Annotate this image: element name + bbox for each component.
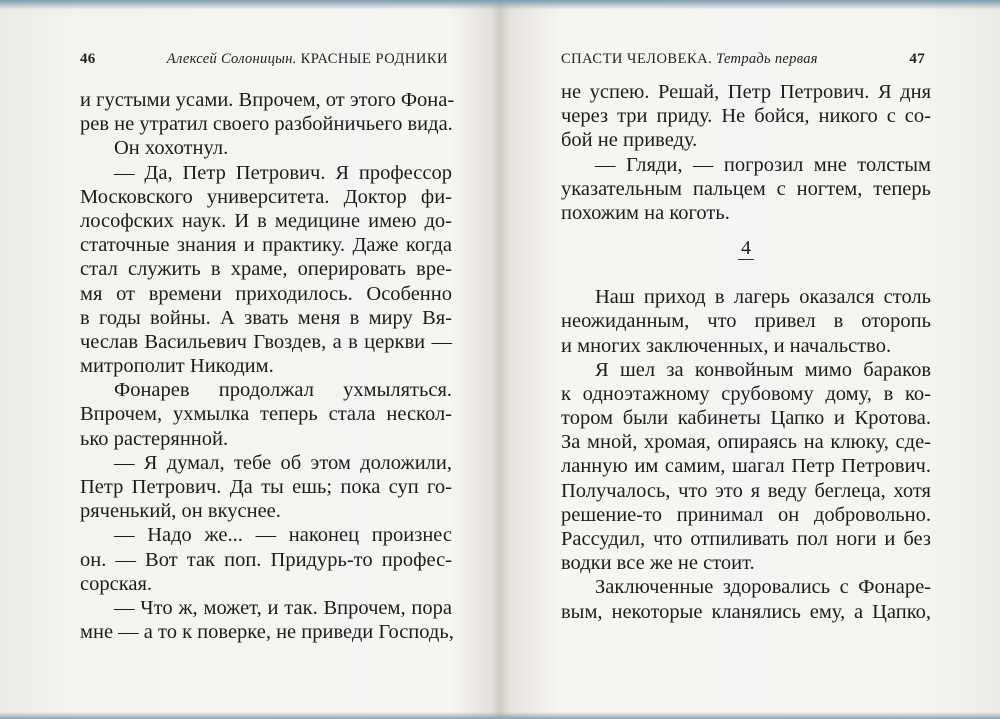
text-line: Получалось, что это я веду беглеца, хотя [561, 479, 931, 502]
text-line: и многих заключенных, и начальство. [561, 334, 892, 357]
text-line: указательным пальцем с ногтем, теперь [561, 177, 931, 200]
header-title-right [561, 44, 818, 74]
text-line: он. — Вот так поп. Придурь-то профес- [80, 548, 452, 571]
page-number-right: 47 [909, 51, 925, 67]
text-line: похожим на коготь. [561, 201, 730, 224]
text-line: Фонарев продолжал ухмыляться. [114, 379, 452, 402]
text-line: Заключенные здоровались с Фонаре- [595, 576, 931, 599]
text-line: сорская. [80, 572, 153, 595]
text-line: в годы войны. А звать меня в миру Вя- [80, 306, 452, 329]
text-line: бой не приведу. [561, 129, 698, 152]
text-line: мне — а то к поверке, не приведи Господь, [80, 621, 454, 644]
chapter-number: 4 [738, 237, 754, 260]
text-line: — Я думал, тебе об этом доложили, [114, 451, 452, 474]
text-line: — Надо же... — наконец произнес [114, 524, 452, 547]
page-number-left: 46 [80, 51, 96, 67]
text-line: решение-то принимал он добровольно. [561, 503, 931, 526]
text-line: митрополит Никодим. [80, 355, 274, 378]
text-line: Наш приход в лагерь оказался столь [595, 286, 931, 309]
text-line: через три приду. Не бойся, никого с со- [561, 105, 931, 128]
text-line: водки все же не стоит. [561, 552, 755, 575]
header-section-subtitle: Тетрадь первая [716, 51, 818, 67]
header-section-title: СПАСТИ ЧЕЛОВЕКА. [561, 51, 713, 67]
right-page-text [561, 80, 931, 624]
header-title-left [167, 44, 448, 74]
text-line: неожиданным, что привел в оторопь [561, 310, 931, 333]
text-line: ряченький, он вкуснее. [80, 500, 281, 523]
chapter-heading [561, 225, 931, 285]
text-line: Он хохотнул. [114, 137, 229, 160]
text-line: не успею. Решай, Петр Петрович. Я дня [561, 81, 931, 103]
text-line: За мной, хромая, опираясь на клюку, сде- [561, 431, 931, 454]
text-line: Петр Петрович. Да ты ешь; пока суп го- [80, 476, 452, 498]
text-line: ько растерянной. [80, 427, 229, 450]
header-author: Алексей Солоницын. [166, 51, 297, 67]
text-line: лософских наук. И в медицине имею до- [80, 209, 452, 232]
running-header-left [80, 44, 448, 74]
text-line: Я шел за конвойным мимо бараков [595, 358, 931, 381]
text-line: статочные знания и практику. Даже когда [80, 234, 452, 257]
text-line: тором были кабинеты Цапко и Кротова. [561, 407, 931, 430]
text-line: и густыми усами. Впрочем, от этого Фона- [80, 89, 455, 111]
header-book-title: КРАСНЫЕ РОДНИКИ [300, 51, 448, 67]
text-line: стал служить в храме, оперировать вре- [80, 258, 452, 281]
left-page [0, 0, 494, 719]
text-line: Впрочем, ухмылка теперь стала нескол- [80, 403, 452, 426]
left-page-text [80, 88, 455, 644]
text-line: Московского университета. Доктор фи- [80, 185, 452, 208]
text-line: — Гляди, — погрозил мне толстым [595, 153, 931, 176]
text-line: чеслав Васильевич Гвоздев, а в церкви — [80, 330, 452, 353]
text-line: к одноэтажному срубовому дому, в ко- [561, 382, 931, 405]
text-line: Рассудил, что отпиливать пол ноги и без [561, 528, 931, 550]
running-header-right [561, 44, 925, 74]
right-page [506, 0, 1000, 719]
text-line: вым, некоторые кланялись ему, а Цапко, [561, 600, 931, 623]
text-line: — Да, Петр Петрович. Я профессор [114, 161, 452, 184]
text-line: мя от времени приходилось. Особенно [80, 282, 452, 305]
text-line: — Что ж, может, и так. Впрочем, пора [114, 596, 452, 619]
text-line: рев не утратил своего разбойничьего вида. [80, 113, 453, 136]
text-line: ланную им самим, шагал Петр Петрович. [561, 455, 931, 478]
